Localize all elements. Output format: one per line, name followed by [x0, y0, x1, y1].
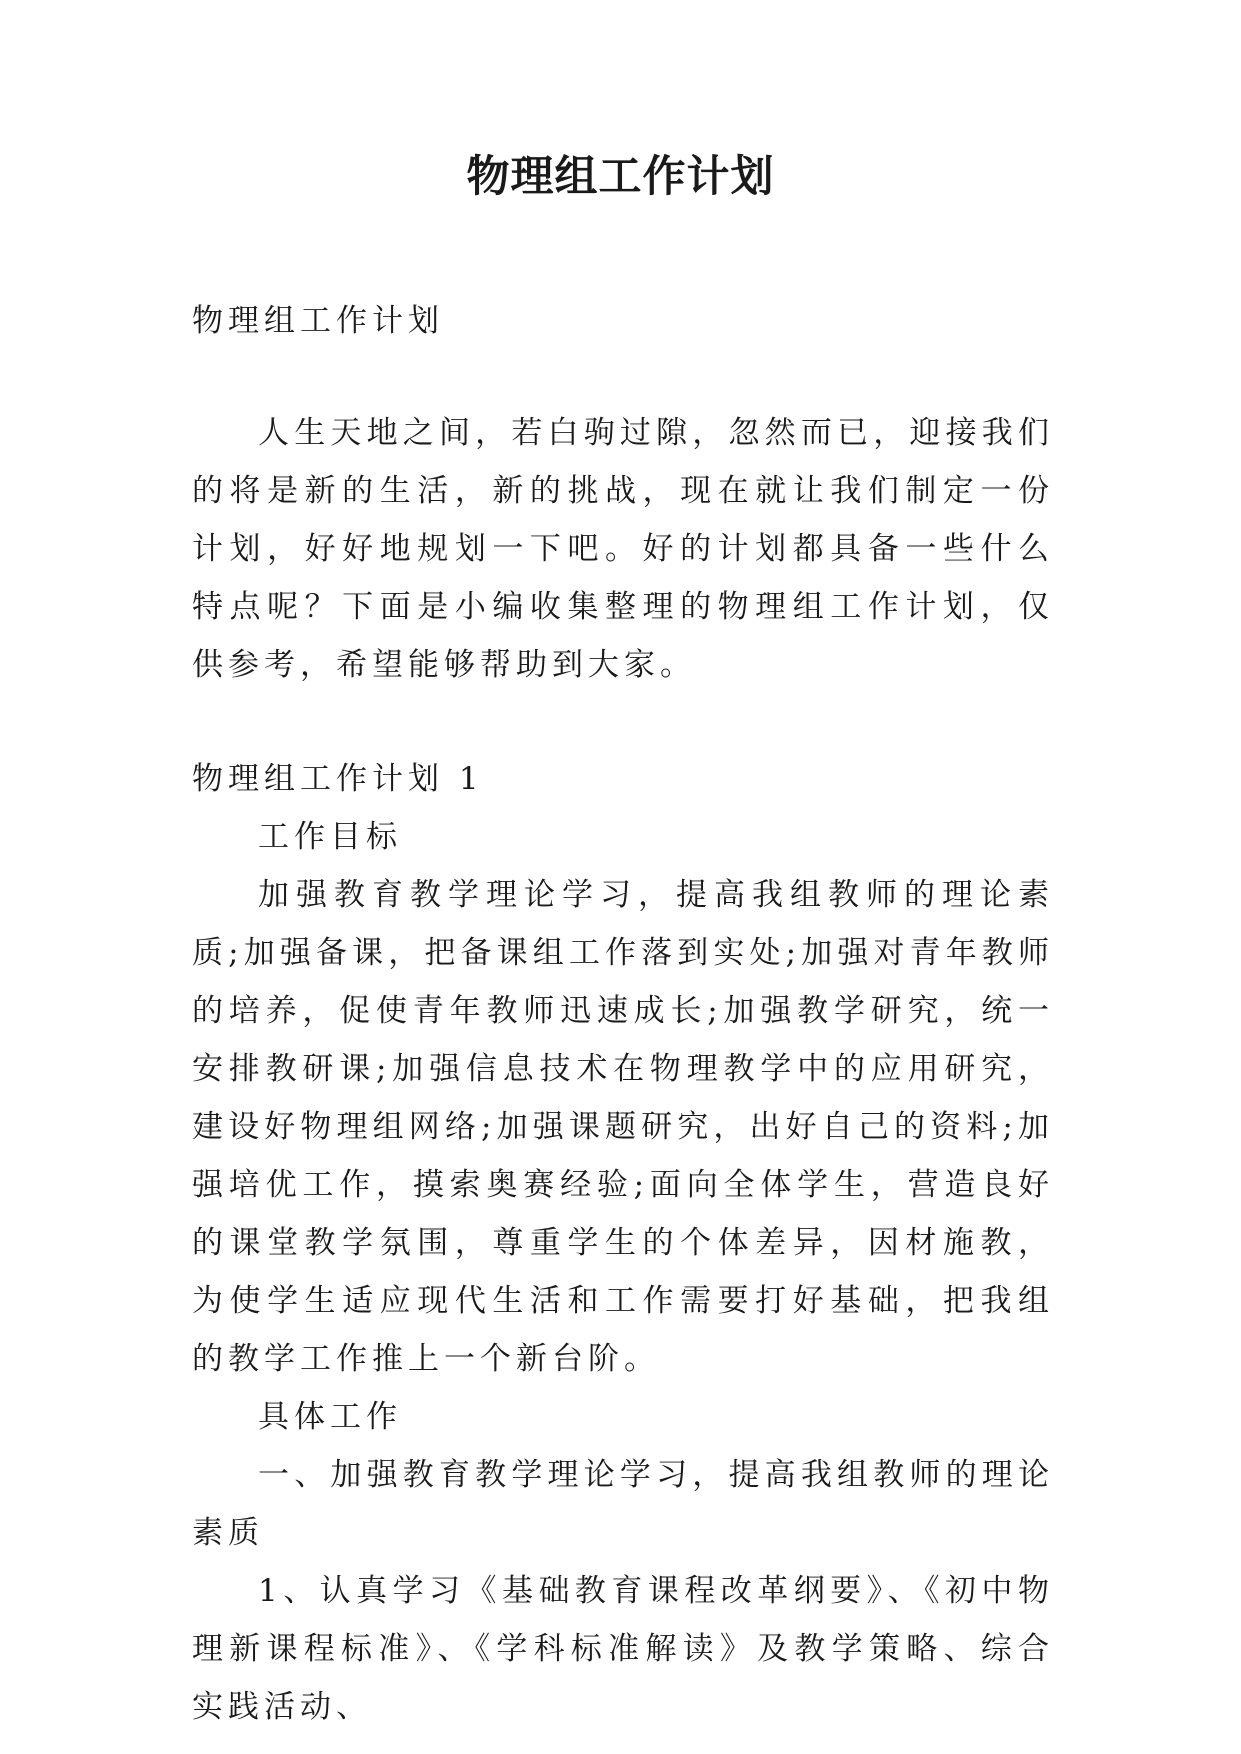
document-body — [192, 292, 1054, 1736]
intro-paragraph: 人生天地之间，若白驹过隙，忽然而已，迎接我们的将是新的生活，新的挑战，现在就让我们制定一份计划，好好地规划一下吧。好的计划都具备一些什么特点呢？下面是小编收集整理的物理组工作计划，仅供参考，希望能够帮助到大家。 — [192, 415, 1054, 683]
item-one-heading: 一、加强教育教学理论学习，提高我组教师的理论素质 — [192, 1457, 1054, 1551]
work-heading: 具体工作 — [258, 1399, 402, 1435]
goal-heading: 工作目标 — [258, 819, 402, 855]
document-subtitle: 物理组工作计划 — [192, 303, 444, 339]
item-one-point-1: 1、认真学习《基础教育课程改革纲要》、《初中物理新课程标准》、《学科标准解读》及教学策略、综合实践活动、 — [192, 1573, 1054, 1725]
section-heading: 物理组工作计划 1 — [192, 761, 484, 797]
document-title: 物理组工作计划 — [466, 152, 775, 202]
goal-paragraph: 加强教育教学理论学习，提高我组教师的理论素质;加强备课，把备课组工作落到实处;加强对青年教师的培养，促使青年教师迅速成长;加强教学研究，统一安排教研课;加强信息技术在物理教学中的应用研究，建设好物理组网络;加强课题研究，出好自己的资料;加强培优工作，摸索奥赛经验;面向全体学生，营造良好的课堂教学氛围，尊重学生的个体差异，因材施教，为使学生适应现代生活和工作需要打好基础，把我组的教学工作推上一个新台阶。 — [192, 877, 1054, 1377]
